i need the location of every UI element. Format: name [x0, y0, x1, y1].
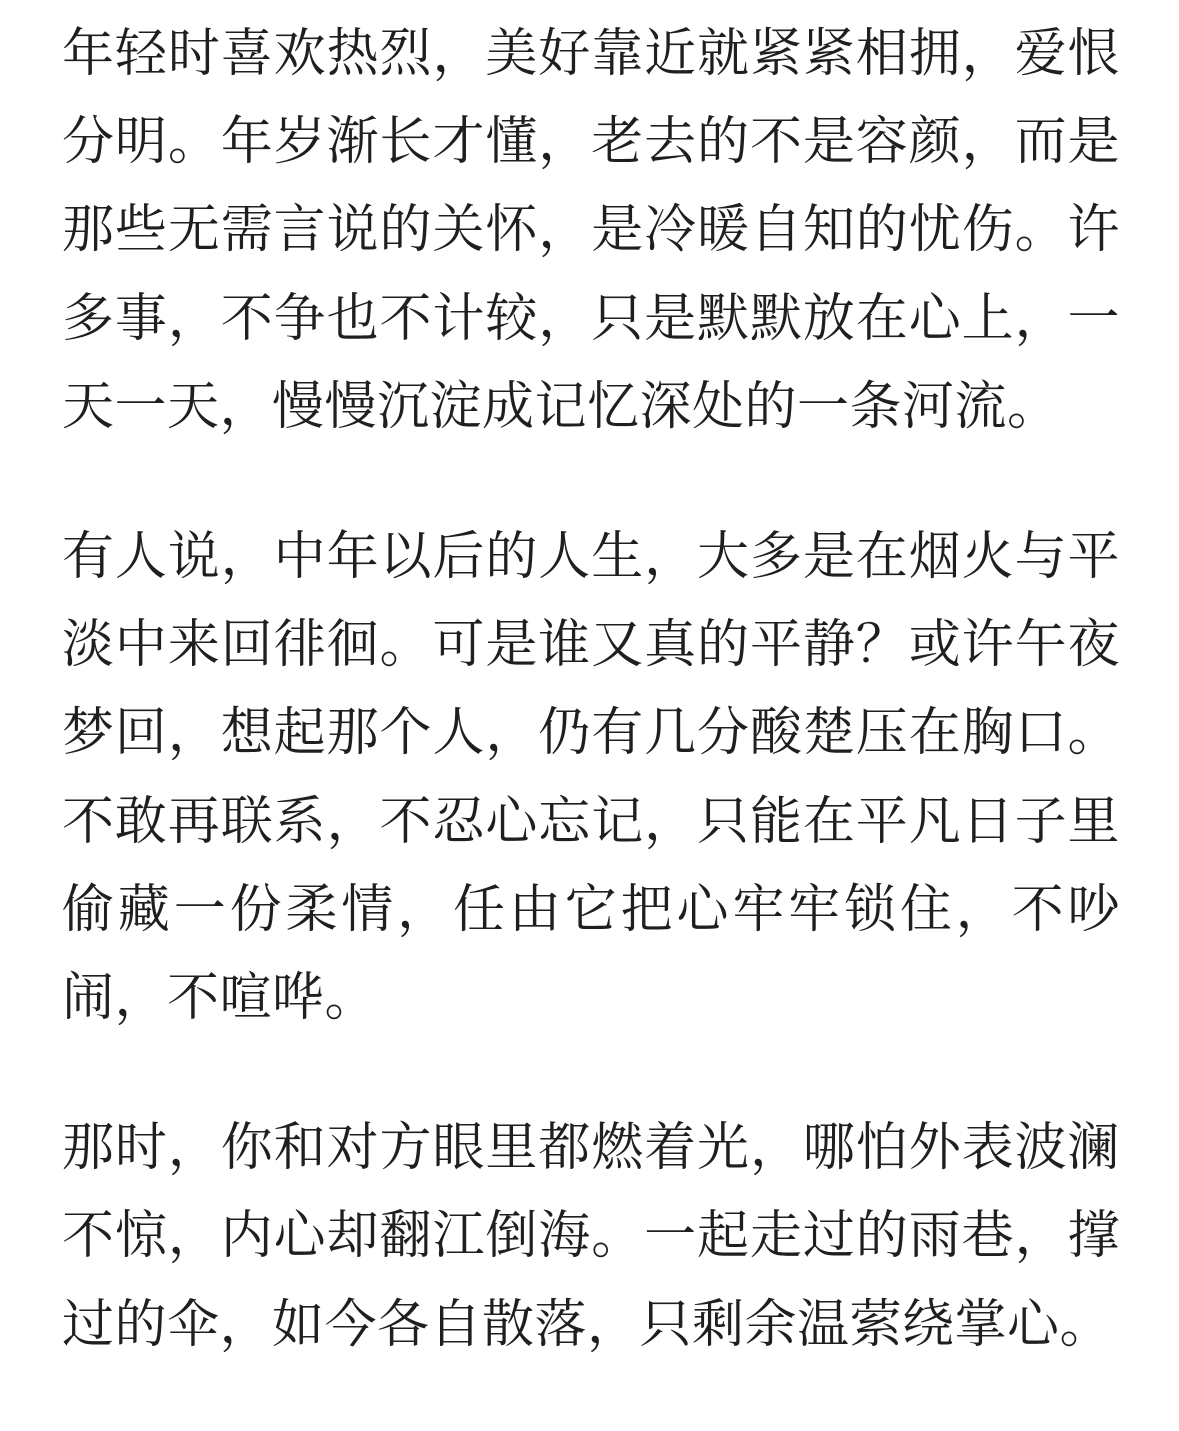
paragraph-1: 年轻时喜欢热烈，美好靠近就紧紧相拥，爱恨分明。年岁渐长才懂，老去的不是容颜，而是那些无需言说的关怀，是冷暖自知的忧伤。许多事，不争也不计较，只是默默放在心上，一天一天，慢慢沉淀成记忆深处的一条河流。 [62, 24, 1120, 437]
article-body [62, 10, 1120, 1431]
paragraph-3: 那时，你和对方眼里都燃着光，哪怕外表波澜不惊，内心却翻江倒海。一起走过的雨巷，撑过的伞，如今各自散落，只剩余温萦绕掌心。 [62, 1118, 1120, 1355]
paragraph-2: 有人说，中年以后的人生，大多是在烟火与平淡中来回徘徊。可是谁又真的平静？或许午夜梦回，想起那个人，仍有几分酸楚压在胸口。不敢再联系，不忍心忘记，只能在平凡日子里偷藏一份柔情，任由它把心牢牢锁住，不吵闹，不喧哗。 [62, 527, 1120, 1029]
